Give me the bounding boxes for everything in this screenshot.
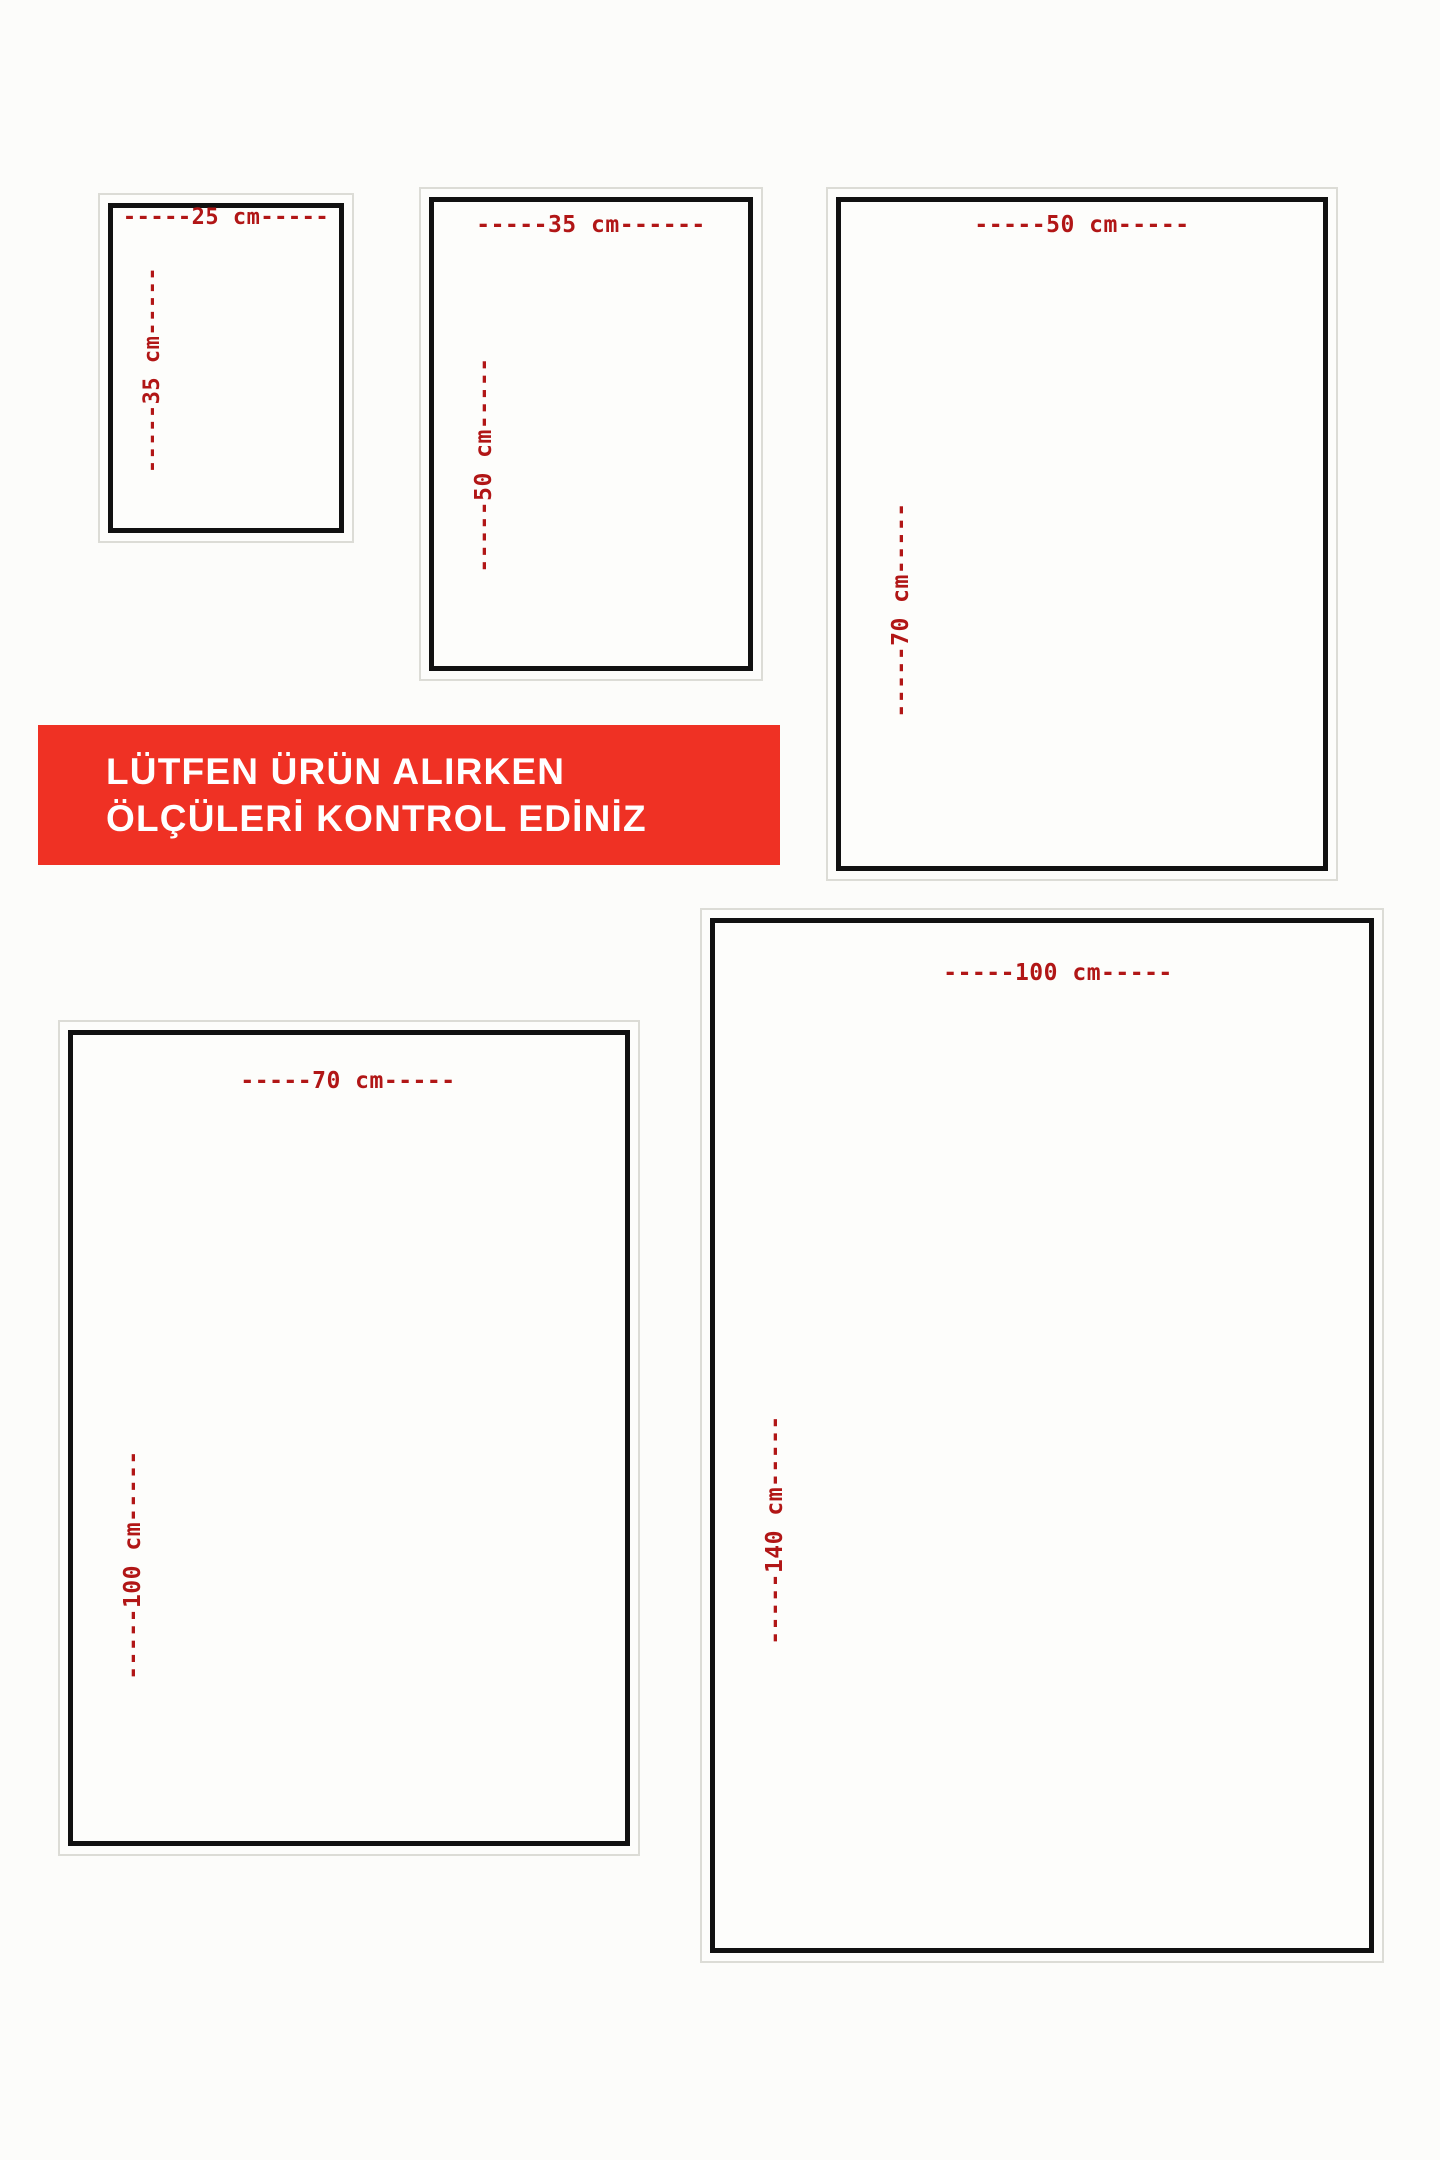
dimension-label-height-70: -----70 cm----- [888, 502, 914, 718]
size-frame-25x35 [98, 193, 354, 543]
warning-banner [38, 725, 780, 865]
dimension-label-width-70: -----70 cm----- [240, 1068, 456, 1094]
warning-line-2: ÖLÇÜLERİ KONTROL EDİNİZ [106, 798, 647, 839]
dimension-label-height-140: -----140 cm----- [762, 1415, 788, 1645]
dimension-label-width-35: -----35 cm------ [476, 212, 706, 238]
size-frame-inner-70x100 [68, 1030, 630, 1846]
size-frame-inner-100x140 [710, 918, 1374, 1953]
dimension-label-width-50: -----50 cm----- [974, 212, 1190, 238]
dimension-label-height-35: -----35 cm----- [140, 266, 165, 474]
warning-line-1: LÜTFEN ÜRÜN ALIRKEN [106, 750, 566, 792]
size-frame-100x140 [700, 908, 1384, 1963]
dimension-label-height-50: -----50 cm----- [471, 357, 497, 573]
dimension-label-width-100: -----100 cm----- [943, 960, 1173, 986]
dimension-label-height-100: -----100 cm----- [120, 1450, 146, 1680]
size-frame-70x100 [58, 1020, 640, 1856]
dimension-label-width-25: -----25 cm----- [122, 205, 330, 230]
